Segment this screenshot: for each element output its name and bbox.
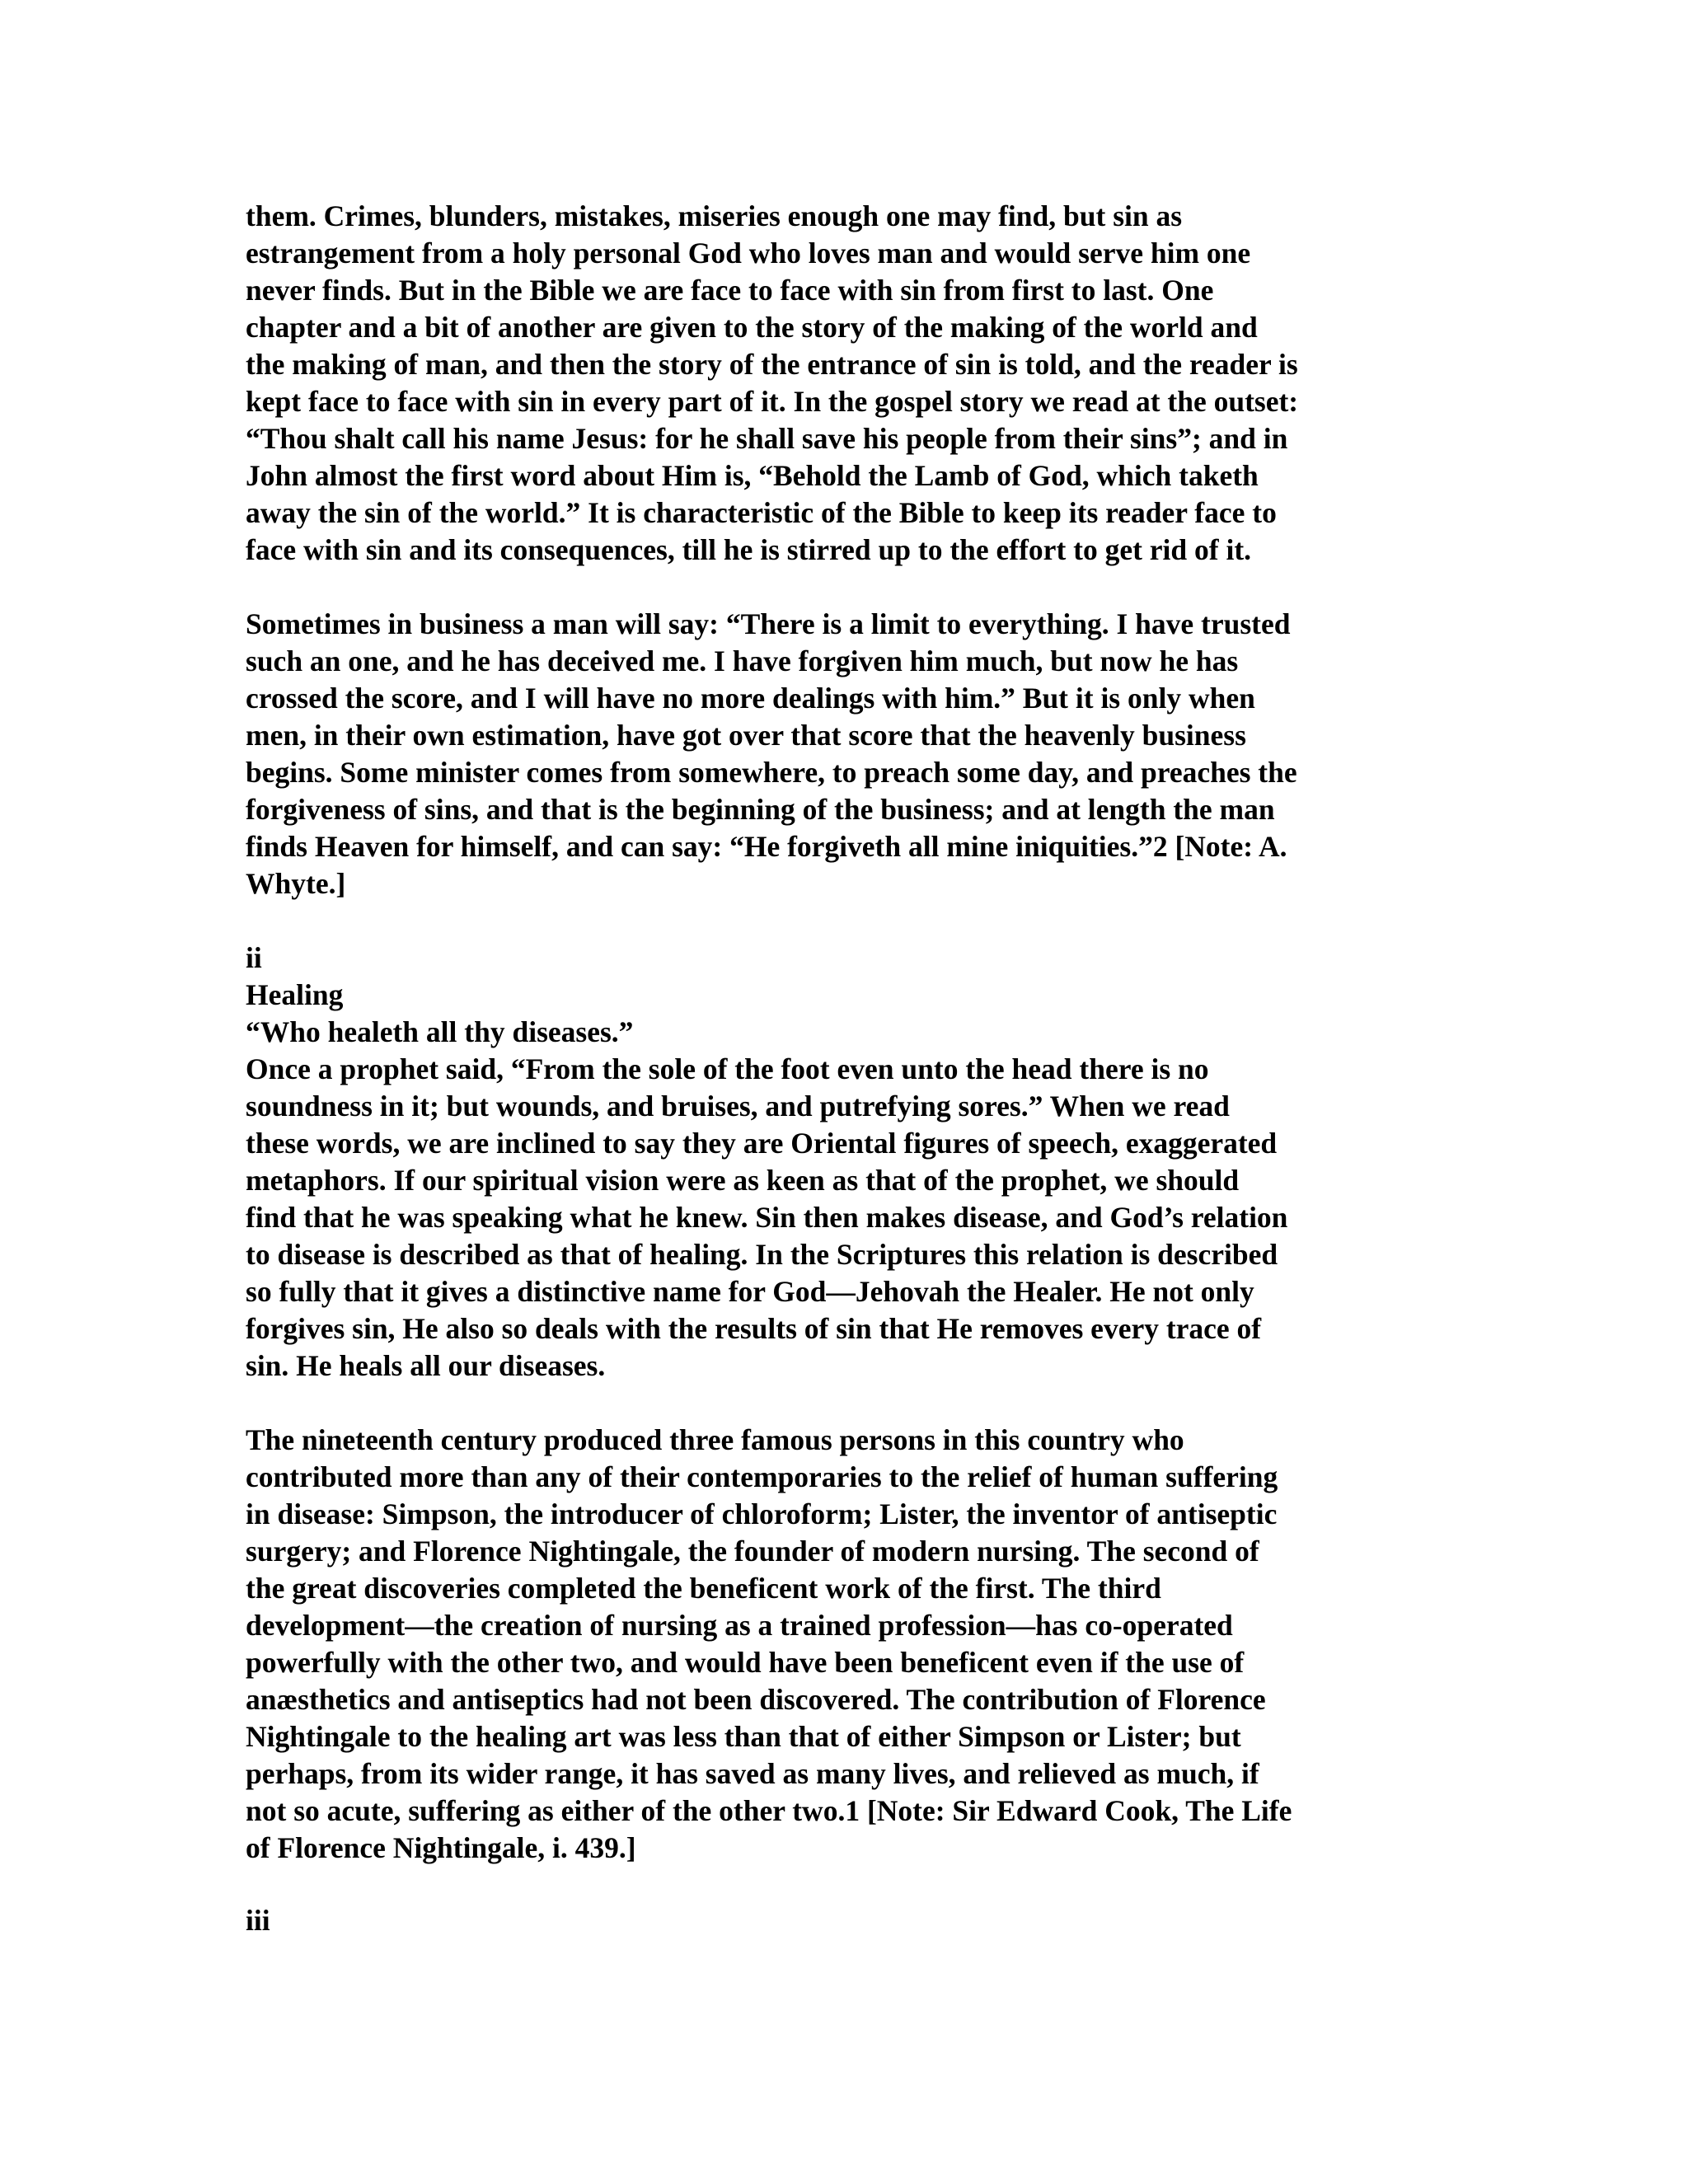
paragraph-text: Sometimes in business a man will say: “There is a limit to everything. I have trusted such an one, and he has deceived me. I have forgiven him much, but now he has crossed the score, and I will have no more dealings with him.” But it is only when men, in their own estimation, have got over that score that the heavenly business begins. Some minister comes from somewhere, to preach some day, and preaches the forgiveness of sins, and that is the beginning of the business; and at length the man finds Heaven for himself, and can say: “He forgiveth all mine iniquities.”2 [Note: A. Whyte.]: [246, 607, 1297, 900]
section-title: Healing: [246, 978, 344, 1011]
paragraph-text: Once a prophet said, “From the sole of the foot even unto the head there is no soundness in it; but wounds, and bruises, and putrefying sores.” When we read these words, we are inclined to say they are Oriental figures of speech, exaggerated metaphors. If our spiritual vision were as keen as that of the prophet, we should find that he was speaking what he knew. Sin then makes disease, and God’s relation to disease is described as that of healing. In the Scriptures this relation is described so fully that it gives a distinctive name for God—Jehovah the Healer. He not only forgives sin, He also so deals with the results of sin that He removes every trace of sin. He heals all our diseases.: [246, 1052, 1288, 1382]
paragraph-nineteenth-century: [246, 1422, 1432, 1867]
section-iii-heading: [246, 1902, 1432, 1939]
paragraph-text: them. Crimes, blunders, mistakes, miseries enough one may find, but sin as estrangement from a holy personal God who loves man and would serve him one never finds. But in the Bible we are face to face with sin from first to last. One chapter and a bit of another are given to the story of the making of the world and the making of man, and then the story of the entrance of sin is told, and the reader is kept face to face with sin in every part of it. In the gospel story we read at the outset: “Thou shalt call his name Jesus: for he shall save his people from their sins”; and in John almost the first word about Him is, “Behold the Lamb of God, which taketh away the sin of the world.” It is characteristic of the Bible to keep its reader face to face with sin and its consequences, till he is stirred up to the effort to get rid of it.: [246, 199, 1299, 566]
section-text: “Who healeth all thy diseases.”: [246, 1015, 634, 1048]
section-number: ii: [246, 941, 262, 974]
section-ii-heading: [246, 940, 1432, 1051]
paragraph-sin-estrangement: [246, 198, 1432, 569]
section-number: iii: [246, 1904, 270, 1937]
paragraph-text: The nineteenth century produced three famous persons in this country who contributed more than any of their contemporaries to the relief of human suffering in disease: Simpson, the introducer of chloroform; Lister, the inventor of antiseptic surgery; and Florence Nightingale, the founder of modern nursing. The second of the great discoveries completed the beneficent work of the first. The third development—the creation of nursing as a trained profession—has co-operated powerfully with the other two, and would have been beneficent even if the use of anæsthetics and antiseptics had not been discovered. The contribution of Florence Nightingale to the healing art was less than that of either Simpson or Lister; but perhaps, from its wider range, it has saved as many lives, and relieved as much, if not so acute, suffering as either of the other two.1 [Note: Sir Edward Cook, The Life of Florence Nightingale, i. 439.]: [246, 1423, 1292, 1864]
paragraph-business-forgiveness: [246, 606, 1432, 902]
paragraph-prophet-healing: [246, 1051, 1432, 1385]
